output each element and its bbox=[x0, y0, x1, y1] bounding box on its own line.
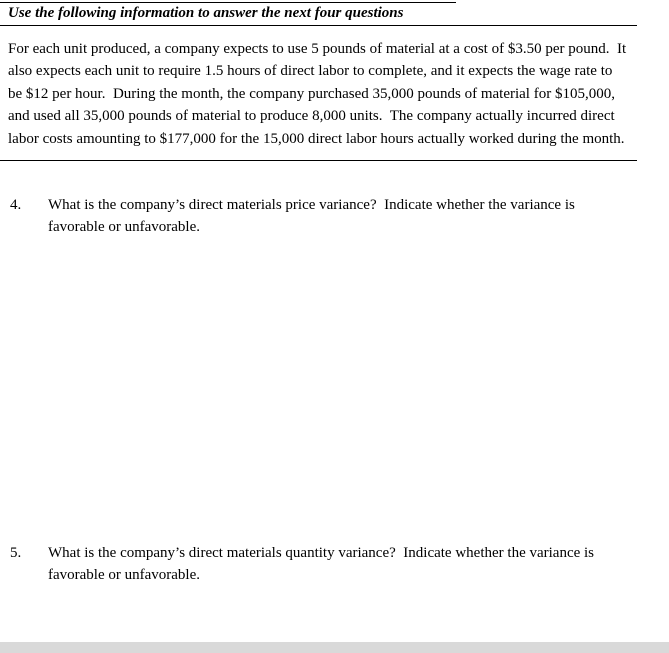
question-item-5 bbox=[0, 542, 669, 587]
document-page bbox=[0, 2, 669, 653]
header-underline-rule bbox=[0, 25, 637, 26]
question-text: What is the company’s direct materials quantity variance? Indicate whether the variance is favorable or unfavorable. bbox=[48, 544, 598, 584]
intro-paragraph: For each unit produced, a company expects to use 5 pounds of material at a cost of $3.50 per pound. It also expects each unit to require 1.5 hours of direct labor to complete, and it expects the wage rate to be $12 per hour. During the month, the company purchased 35,000 pounds of material for $105,000, and used all 35,000 pounds of material to produce 8,000 units. The company actually incurred direct labor costs amounting to $177,000 for the 15,000 direct labor hours actually worked during the month. bbox=[8, 41, 630, 147]
question-number: 4. bbox=[10, 197, 22, 214]
section-divider-rule bbox=[0, 160, 637, 161]
section-header: Use the following information to answer the next four questions bbox=[8, 5, 404, 21]
question-number: 5. bbox=[10, 544, 22, 561]
page-bottom-edge bbox=[0, 642, 669, 653]
question-text: What is the company’s direct materials price variance? Indicate whether the variance is favorable or unfavorable. bbox=[48, 197, 579, 236]
question-item-4 bbox=[0, 194, 669, 239]
